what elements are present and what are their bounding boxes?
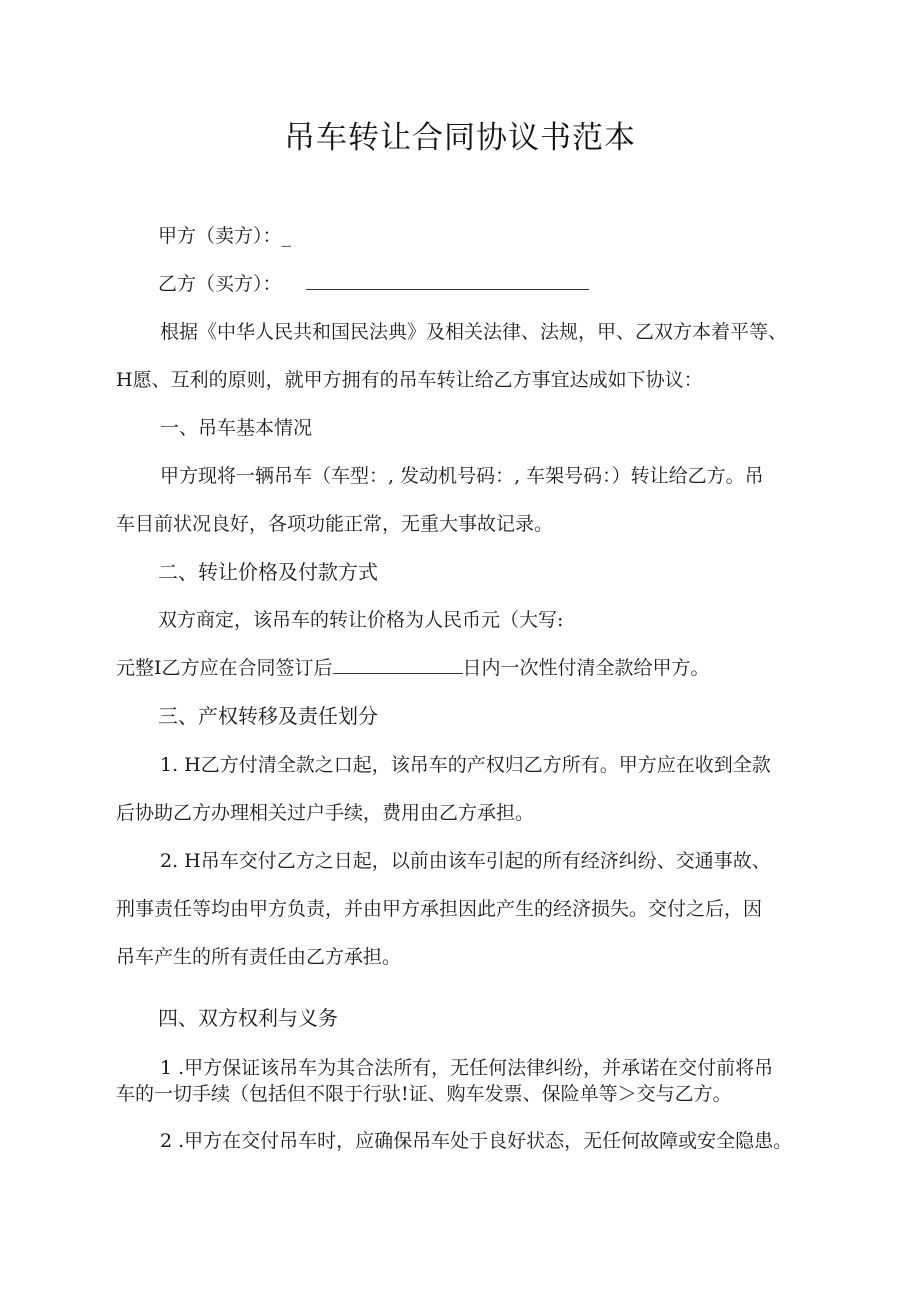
section-3-heading: 三、产权转移及责任划分 [158, 704, 378, 728]
intro-line-2: H愿、互利的原则，就甲方拥有的吊车转让给乙方事宜达成如下协议： [116, 369, 703, 391]
section-3-item-2-line-2: 刑事责任等均由甲方负责，并由甲方承担因此产生的经济损失。交付之后，因 [116, 898, 763, 920]
section-2-line-1: 双方商定，该吊车的转让价格为人民币元（大写: [158, 609, 564, 631]
intro-line-1: 根据《中华人民共和国民法典》及相关法律、法规，甲、乙双方本着平等、 [160, 321, 788, 343]
section-1-heading: 一、吊车基本情况 [160, 417, 313, 439]
section-1-line-1: 甲方现将一辆吊车（车型：, 发动机号码：, 车架号码：）转让给乙方。吊 [160, 465, 764, 487]
party-a-label: 甲方（卖方）：_ [158, 225, 292, 247]
section-2-line-2 [116, 654, 710, 682]
section-3-item-1-line-2: 后协助乙方办理相关过户手续，费用由乙方承担。 [116, 802, 535, 824]
section-4-item-2-line-1: 2 .甲方在交付吊车时，应确保吊车处于良好状态，无任何故障或安全隐患。 [160, 1130, 793, 1152]
section-2-line-2-start: 元整I乙方应在合同签订后 [116, 657, 333, 679]
section-3-item-1-line-1: 1. H乙方付清全款之口起，该吊车的产权归乙方所有。甲方应在收到全款 [160, 754, 771, 776]
document-title: 吊车转让合同协议书范本 [284, 120, 636, 156]
section-4-item-1-line-1: 1 .甲方保证该吊车为其合法所有，无任何法律纠纷，并承诺在交付前将吊 [160, 1057, 774, 1079]
party-b-blank-line [306, 271, 589, 290]
section-4-item-1-line-2: 车的一切手续（包括但不限于行驮!证、购车发票、保险单等＞交与乙方。 [116, 1083, 732, 1105]
section-3-item-2-line-1: 2. H吊车交付乙方之日起，以前由该车引起的所有经济纠纷、交通事故、 [160, 850, 771, 872]
party-b-row [158, 270, 589, 298]
section-4-heading: 四、双方权利与义务 [158, 1006, 338, 1030]
payment-days-blank-line [333, 655, 463, 674]
section-2-line-2-end: 日内一次性付清全款给甲方。 [462, 657, 710, 679]
section-1-line-2: 车目前状况良好，各项功能正常，无重大事故记录。 [116, 513, 554, 535]
section-3-item-2-line-3: 吊车产生的所有责任由乙方承担。 [116, 946, 402, 968]
section-2-heading: 二、转让价格及付款方式 [158, 560, 378, 584]
party-b-label: 乙方（买方）： [158, 273, 282, 295]
